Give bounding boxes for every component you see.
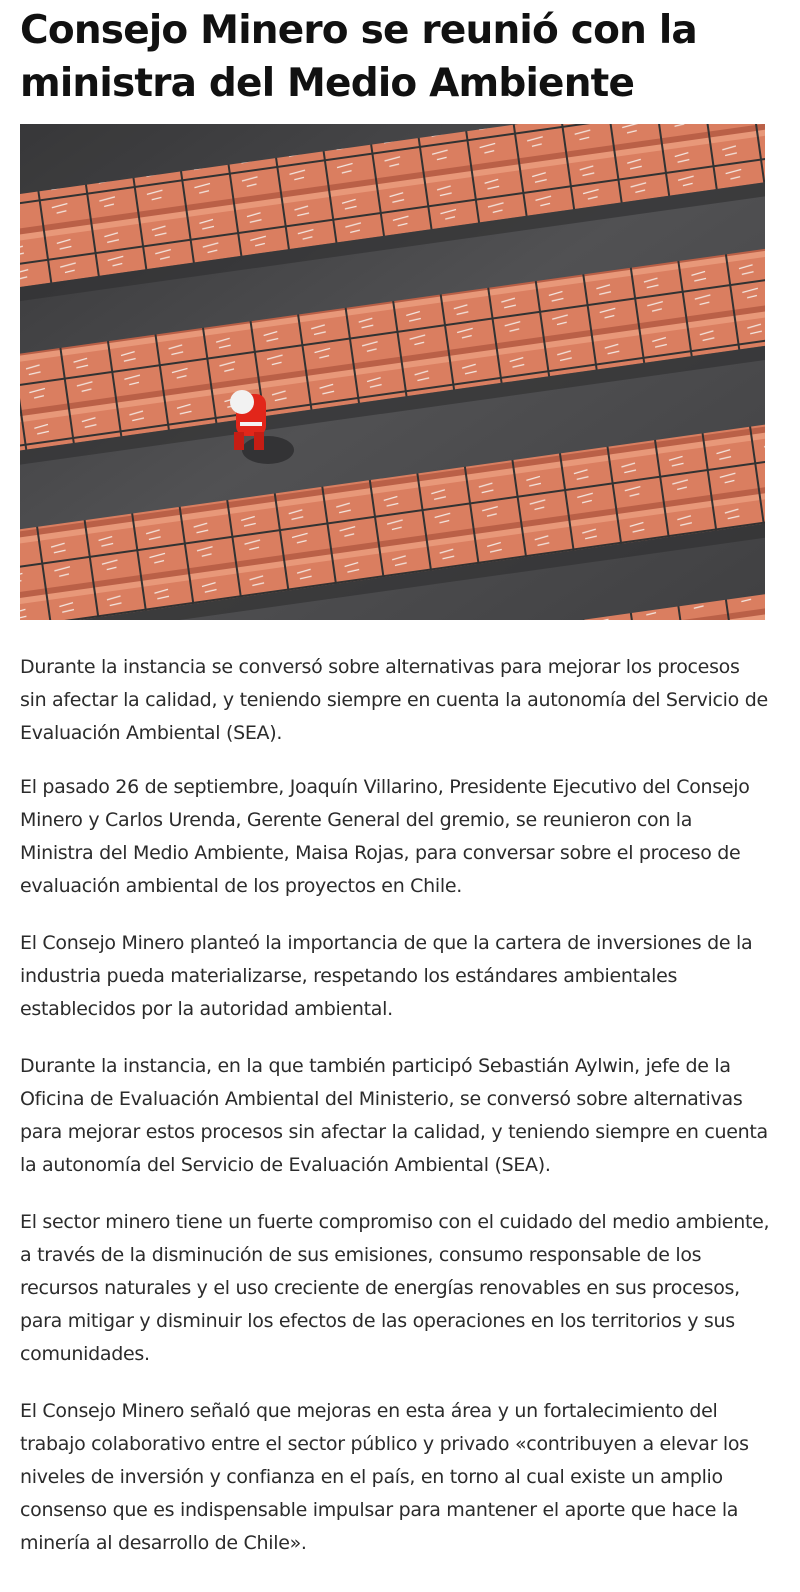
article-body	[20, 651, 770, 1560]
article-title: Consejo Minero se reunió con la ministra del Medio Ambiente	[20, 8, 697, 106]
article-paragraph: El sector minero tiene un fuerte compromiso con el cuidado del medio ambiente, a través de la disminución de sus emisiones, consumo responsable de los recursos naturales y el uso creciente de energías renovables en sus procesos, para mitigar y disminuir los efectos de las operaciones en los territorios y sus comunidades.	[20, 1211, 770, 1365]
article-paragraph: El pasado 26 de septiembre, Joaquín Villarino, Presidente Ejecutivo del Consejo Minero y Carlos Urenda, Gerente General del gremio, se reunieron con la Ministra del Medio Ambiente, Maisa Rojas, para conversar sobre el proceso de evaluación ambiental de los proyectos en Chile.	[20, 776, 750, 897]
article-paragraph: El Consejo Minero señaló que mejoras en esta área y un fortalecimiento del trabajo colaborativo entre el sector público y privado «contribuyen a elevar los niveles de inversión y confianza en el país, en torno al cual existe un amplio consenso que es indispensable impulsar para mantener el aporte que hace la minería al desarrollo de Chile».	[20, 1400, 749, 1554]
article-paragraph: Durante la instancia se conversó sobre alternativas para mejorar los procesos sin afectar la calidad, y teniendo siempre en cuenta la autonomía del Servicio de Evaluación Ambiental (SEA).	[20, 656, 768, 744]
article-paragraph: Durante la instancia, en la que también participó Sebastián Aylwin, jefe de la Oficina de Evaluación Ambiental del Ministerio, se conversó sobre alternativas para mejorar estos procesos sin afectar la calidad, y teniendo siempre en cuenta la autonomía del Servicio de Evaluación Ambiental (SEA).	[20, 1055, 768, 1176]
news-article	[20, 0, 770, 1554]
copper-cathodes-photo-icon	[20, 124, 765, 620]
hero-image	[20, 124, 765, 620]
article-paragraph: El Consejo Minero planteó la importancia de que la cartera de inversiones de la industria pueda materializarse, respetando los estándares ambientales establecidos por la autoridad ambiental.	[20, 932, 753, 1020]
